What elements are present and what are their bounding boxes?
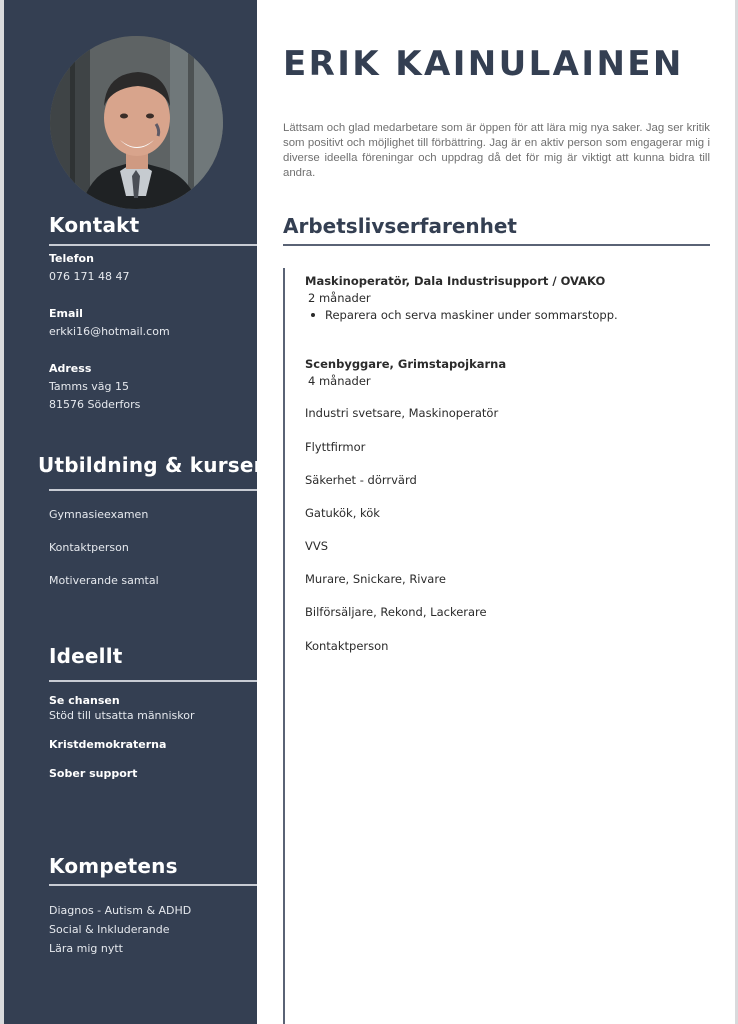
phone-value: 076 171 48 47 [49, 270, 130, 283]
job-item: Säkerhet - dörrvärd [305, 473, 417, 487]
contact-divider [49, 244, 257, 246]
job-duration: 4 månader [308, 374, 371, 388]
volunteer-item-title: Se chansen [49, 694, 120, 707]
volunteer-item-desc: Stöd till utsatta människor [49, 709, 195, 722]
address-line2: 81576 Söderfors [49, 398, 141, 411]
contact-heading: Kontakt [49, 213, 140, 237]
job-duration: 2 månader [308, 291, 371, 305]
skill-item: Lära mig nytt [49, 942, 123, 955]
resume-page [4, 0, 735, 1024]
email-label: Email [49, 307, 83, 320]
education-item: Motiverande samtal [49, 574, 159, 587]
skills-heading: Kompetens [49, 854, 178, 878]
sidebar [4, 0, 264, 1024]
job-item: VVS [305, 539, 329, 553]
profile-photo [50, 36, 223, 209]
skills-divider [49, 884, 257, 886]
skill-item: Social & Inkluderande [49, 923, 170, 936]
bullet-icon [311, 313, 315, 317]
job-item: Flyttfirmor [305, 440, 366, 454]
education-item: Gymnasieexamen [49, 508, 149, 521]
job-item: Kontaktperson [305, 639, 389, 653]
education-divider [49, 489, 257, 491]
job-item: Murare, Snickare, Rivare [305, 572, 446, 586]
job-bullet [311, 308, 618, 322]
education-heading: Utbildning & kurser [38, 453, 264, 477]
job-item: Bilförsäljare, Rekond, Lackerare [305, 605, 487, 619]
phone-label: Telefon [49, 252, 94, 265]
email-value: erkki16@hotmail.com [49, 325, 170, 338]
experience-divider [283, 244, 710, 246]
education-item: Kontaktperson [49, 541, 129, 554]
experience-heading: Arbetslivserfarenhet [283, 214, 517, 238]
job-title: Scenbyggare, Grimstapojkarna [305, 357, 507, 371]
timeline-line [283, 268, 285, 1024]
address-line1: Tamms väg 15 [49, 380, 130, 393]
job-item: Gatukök, kök [305, 506, 380, 520]
volunteer-divider [49, 680, 257, 682]
profile-summary: Lättsam och glad medarbetare som är öppen för att lära mig nya saker. Jag ser kritik som positivt och möjlighet till förbättring. Jag är en aktiv person som engagerar mig i diverse ideella föreningar och uppdrag då det för mig är viktigt att kunna bidra till andra. [283, 122, 710, 179]
job-bullet-text: Reparera och serva maskiner under sommarstopp. [325, 308, 618, 322]
candidate-name: ERIK KAINULAINEN [283, 44, 684, 84]
volunteer-heading: Ideellt [49, 644, 123, 668]
job-item: Industri svetsare, Maskinoperatör [305, 406, 499, 420]
volunteer-item-title: Sober support [49, 767, 138, 780]
skill-item: Diagnos - Autism & ADHD [49, 904, 192, 917]
address-label: Adress [49, 362, 92, 375]
volunteer-item-title: Kristdemokraterna [49, 738, 167, 751]
job-title: Maskinoperatör, Dala Industrisupport / OVAKO [305, 274, 606, 288]
